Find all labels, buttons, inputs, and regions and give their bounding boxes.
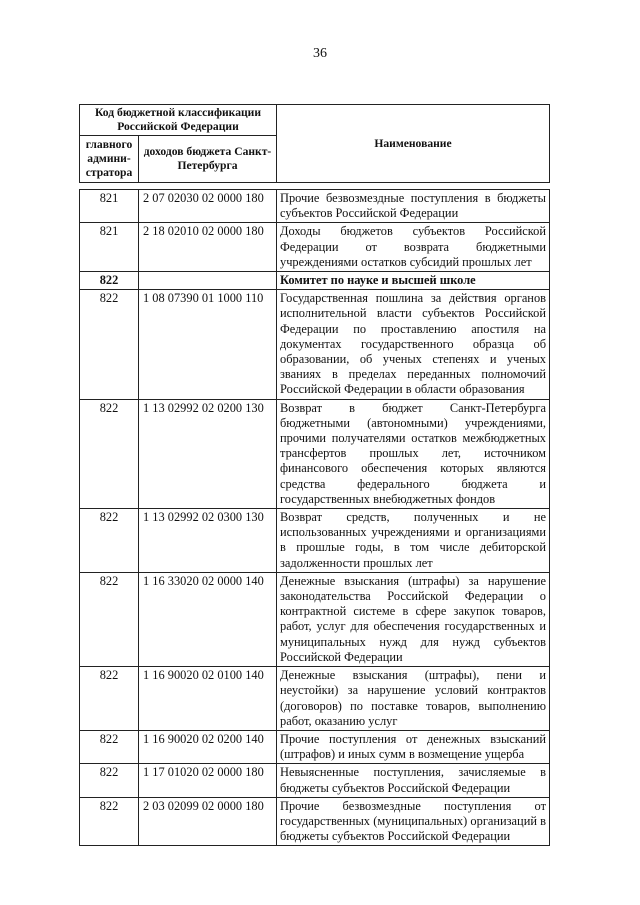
income-name-cell: Комитет по науке и высшей школе [277,272,550,290]
admin-code-cell: 822 [80,797,139,846]
income-code-cell: 1 13 02992 02 0200 130 [139,399,277,508]
budget-classification-table [79,104,550,846]
table-header [80,105,550,183]
income-name-cell: Прочие безвозмездные поступления в бюджеты субъектов Российской Федерации [277,190,550,223]
income-name-cell: Государственная пошлина за действия органов исполнительной власти субъектов Российской Федерации по проставлению апостиля на документах государственного образца об образовании, об ученых степенях и ученых званиях в пределах переданных полномочий Российской Федерации в области образования [277,290,550,399]
income-name-cell: Денежные взыскания (штрафы), пени и неустойки) за нарушение условий контрактов (договоров) по поставке товаров, выполнению работ, оказанию услуг [277,667,550,731]
income-name-cell: Прочие безвозмездные поступления от государственных (муниципальных) организаций в бюджеты субъектов Российской Федерации [277,797,550,846]
table-row [80,572,550,666]
income-name-cell: Доходы бюджетов субъектов Российской Федерации от возврата бюджетными учреждениями остатков субсидий прошлых лет [277,223,550,272]
income-name-cell: Возврат средств, полученных и не использованных учреждениями и организациями в прошлые годы, в том числе дебиторской задолженности прошлых лет [277,509,550,573]
admin-code-cell: 822 [80,730,139,763]
admin-code-cell: 821 [80,190,139,223]
header-group-label: Код бюджетной классификации Российской Федерации [80,105,277,136]
admin-code-cell: 822 [80,290,139,399]
admin-code-cell: 822 [80,667,139,731]
admin-code-cell: 822 [80,509,139,573]
income-code-cell: 1 16 90020 02 0200 140 [139,730,277,763]
table-row [80,223,550,272]
table-row [80,272,550,290]
header-gap [80,183,550,190]
income-code-cell: 1 13 02992 02 0300 130 [139,509,277,573]
income-code-cell: 2 18 02010 02 0000 180 [139,223,277,272]
header-name-label: Наименование [277,105,550,183]
admin-code-cell: 822 [80,272,139,290]
income-name-cell: Прочие поступления от денежных взысканий (штрафов) и иных сумм в возмещение ущерба [277,730,550,763]
income-code-cell: 1 16 90020 02 0100 140 [139,667,277,731]
admin-code-cell: 822 [80,399,139,508]
table-body [80,183,550,846]
admin-code-cell: 822 [80,572,139,666]
table-row [80,667,550,731]
income-code-cell: 1 08 07390 01 1000 110 [139,290,277,399]
table-row [80,509,550,573]
income-code-cell: 1 17 01020 02 0000 180 [139,764,277,797]
table-row [80,764,550,797]
income-code-cell: 2 03 02099 02 0000 180 [139,797,277,846]
table-row [80,190,550,223]
income-code-cell: 2 07 02030 02 0000 180 [139,190,277,223]
income-code-cell [139,272,277,290]
table-row [80,290,550,399]
table-row [80,399,550,508]
income-code-cell: 1 16 33020 02 0000 140 [139,572,277,666]
admin-code-cell: 821 [80,223,139,272]
header-income-label: доходов бюджета Санкт-Петербурга [139,136,277,183]
page-number: 36 [313,46,327,61]
admin-code-cell: 822 [80,764,139,797]
income-name-cell: Денежные взыскания (штрафы) за нарушение законодательства Российской Федерации о контрактной системе в сфере закупок товаров, работ, услуг для обеспечения государственных и муниципальных нужд для нужд субъектов Российской Федерации [277,572,550,666]
table-row [80,730,550,763]
income-name-cell: Невыясненные поступления, зачисляемые в бюджеты субъектов Российской Федерации [277,764,550,797]
income-name-cell: Возврат в бюджет Санкт-Петербурга бюджетными (автономными) учреждениями, прочими получателями остатков межбюджетных трансфертов прошлых лет, источником финансового обеспечения которых являются средства федерального бюджета и государственных внебюджетных фондов [277,399,550,508]
header-admin-label: главного админи-стратора [80,136,139,183]
table-row [80,797,550,846]
